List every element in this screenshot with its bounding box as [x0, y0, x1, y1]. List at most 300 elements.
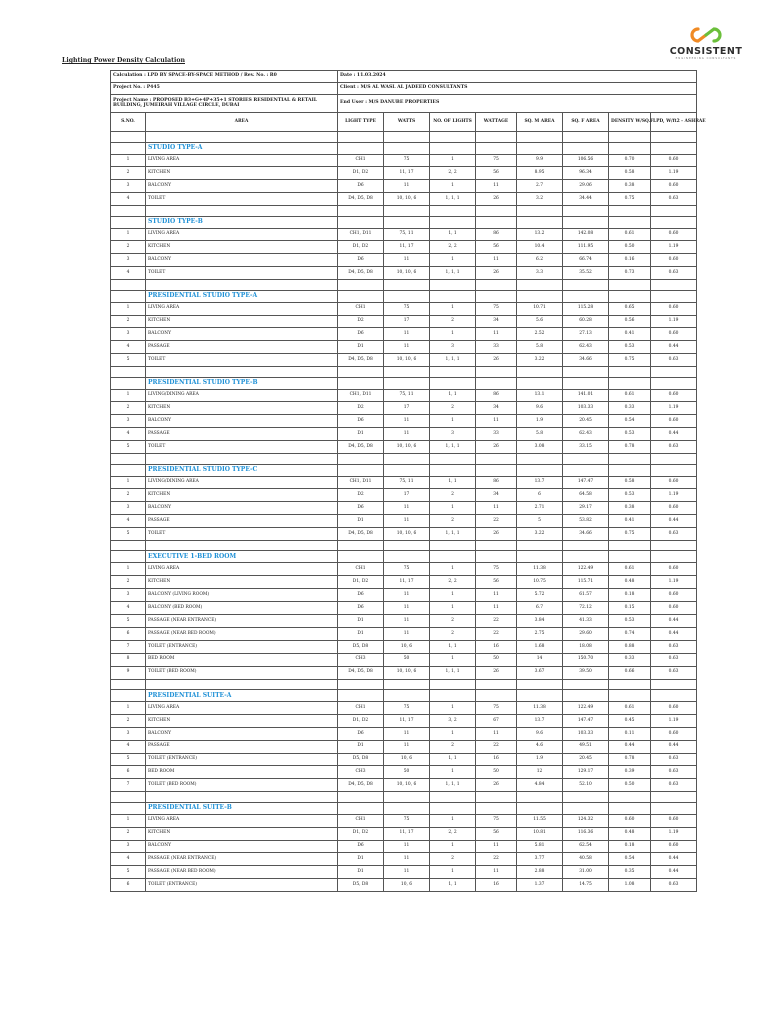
cell-sno: 4: [111, 267, 146, 280]
cell-sqm-area: 2.52: [517, 328, 563, 341]
cell-no-of-lights: 2, 2: [430, 241, 476, 254]
cell-density: 0.70: [609, 154, 651, 167]
cell-sqm-area: 6.2: [517, 254, 563, 267]
table-row: [111, 589, 697, 602]
cell-area: KITCHEN: [146, 827, 338, 840]
cell-density: 0.41: [609, 328, 651, 341]
table-row: [111, 714, 697, 727]
cell-lpd-ashrae: 0.44: [651, 866, 697, 879]
cell-area: TOILET (BED ROOM): [146, 666, 338, 679]
cell-sqf-area: 49.51: [563, 740, 609, 753]
cell-density: 0.54: [609, 415, 651, 428]
cell-lpd-ashrae: 0.60: [651, 502, 697, 515]
cell-light-type: CH1: [338, 702, 384, 715]
empty-cell: [476, 792, 517, 803]
cell-sno: 7: [111, 779, 146, 792]
table-row: [111, 328, 697, 341]
col-light-type: LIGHT TYPE: [338, 113, 384, 132]
table-row: [111, 640, 697, 653]
col-area: AREA: [146, 113, 338, 132]
cell-light-type: D1: [338, 341, 384, 354]
cell-no-of-lights: 1, 1: [430, 640, 476, 653]
table-row: [111, 602, 697, 615]
cell-lpd-ashrae: 0.60: [651, 589, 697, 602]
empty-cell: [111, 206, 146, 217]
cell-lpd-ashrae: 0.63: [651, 528, 697, 541]
section-header-row: [111, 142, 697, 154]
cell-light-type: D1: [338, 853, 384, 866]
empty-cell: [563, 377, 609, 389]
cell-no-of-lights: 1: [430, 563, 476, 576]
cell-sqf-area: 29.60: [563, 627, 609, 640]
empty-cell: [563, 280, 609, 291]
cell-area: BALCONY: [146, 180, 338, 193]
cell-wattage: 11: [476, 502, 517, 515]
cell-sqm-area: 3.77: [517, 853, 563, 866]
cell-density: 0.15: [609, 602, 651, 615]
cell-lpd-ashrae: 0.60: [651, 563, 697, 576]
empty-cell: [338, 802, 384, 814]
cell-wattage: 34: [476, 489, 517, 502]
empty-cell: [609, 551, 651, 563]
cell-area: PASSAGE: [146, 341, 338, 354]
empty-cell: [384, 290, 430, 302]
cell-sqm-area: 9.9: [517, 154, 563, 167]
empty-cell: [111, 216, 146, 228]
empty-cell: [476, 802, 517, 814]
cell-light-type: D1, D2: [338, 167, 384, 180]
cell-sqm-area: 5.6: [517, 315, 563, 328]
empty-cell: [384, 206, 430, 217]
cell-sno: 5: [111, 753, 146, 766]
section-title: STUDIO TYPE-A: [146, 142, 338, 154]
cell-sqf-area: 147.47: [563, 714, 609, 727]
cell-sqm-area: 3.22: [517, 354, 563, 367]
section-header-row: [111, 551, 697, 563]
empty-cell: [563, 551, 609, 563]
cell-sno: 4: [111, 341, 146, 354]
cell-lpd-ashrae: 0.44: [651, 515, 697, 528]
cell-wattage: 16: [476, 879, 517, 892]
empty-cell: [476, 679, 517, 690]
table-row: [111, 615, 697, 628]
cell-lpd-ashrae: 0.63: [651, 441, 697, 454]
cell-density: 1.08: [609, 879, 651, 892]
cell-wattage: 26: [476, 267, 517, 280]
cell-no-of-lights: 1, 1: [430, 228, 476, 241]
empty-cell: [430, 142, 476, 154]
cell-watts: 75: [384, 563, 430, 576]
empty-cell: [338, 690, 384, 702]
cell-no-of-lights: 1, 1: [430, 879, 476, 892]
cell-wattage: 75: [476, 154, 517, 167]
cell-sqm-area: 5: [517, 515, 563, 528]
cell-density: 0.78: [609, 753, 651, 766]
cell-density: 0.88: [609, 640, 651, 653]
empty-cell: [384, 142, 430, 154]
cell-light-type: CH1, D11: [338, 389, 384, 402]
header-row-project: [111, 83, 697, 95]
cell-wattage: 75: [476, 814, 517, 827]
cell-sqf-area: 72.12: [563, 602, 609, 615]
cell-sqm-area: 14: [517, 653, 563, 666]
cell-density: 0.41: [609, 515, 651, 528]
cell-sqf-area: 29.06: [563, 180, 609, 193]
cell-sqm-area: 6.7: [517, 602, 563, 615]
empty-cell: [111, 142, 146, 154]
cell-sno: 4: [111, 853, 146, 866]
section-title: PRESIDENTIAL STUDIO TYPE-C: [146, 464, 338, 476]
cell-sno: 3: [111, 502, 146, 515]
cell-watts: 11: [384, 589, 430, 602]
empty-cell: [517, 280, 563, 291]
cell-wattage: 11: [476, 866, 517, 879]
empty-cell: [476, 206, 517, 217]
col-sqm-area: SQ. M AREA: [517, 113, 563, 132]
empty-cell: [146, 540, 338, 551]
cell-sno: 2: [111, 315, 146, 328]
cell-sqm-area: 4.84: [517, 779, 563, 792]
empty-cell: [430, 802, 476, 814]
empty-cell: [609, 792, 651, 803]
cell-sqm-area: 6: [517, 489, 563, 502]
cell-light-type: D4, D5, D8: [338, 779, 384, 792]
cell-sqf-area: 35.52: [563, 267, 609, 280]
cell-wattage: 50: [476, 653, 517, 666]
empty-cell: [609, 132, 651, 143]
calculation-method: Calculation : LPD BY SPACE-BY-SPACE METHOD / Rev. No. : R0: [111, 71, 338, 83]
cell-sno: 3: [111, 254, 146, 267]
cell-density: 0.75: [609, 528, 651, 541]
table-row: [111, 167, 697, 180]
document-title: Lighting Power Density Calculation: [62, 57, 185, 64]
cell-light-type: D1, D2: [338, 576, 384, 589]
cell-watts: 11, 17: [384, 714, 430, 727]
empty-cell: [430, 540, 476, 551]
empty-cell: [111, 132, 146, 143]
cell-sqm-area: 10.4: [517, 241, 563, 254]
cell-density: 0.38: [609, 180, 651, 193]
empty-cell: [563, 802, 609, 814]
cell-watts: 10, 10, 6: [384, 267, 430, 280]
cell-sno: 3: [111, 589, 146, 602]
cell-sqf-area: 39.50: [563, 666, 609, 679]
cell-sqf-area: 103.33: [563, 402, 609, 415]
cell-lpd-ashrae: 0.44: [651, 740, 697, 753]
cell-no-of-lights: 1, 1, 1: [430, 666, 476, 679]
cell-light-type: D5, D8: [338, 640, 384, 653]
cell-no-of-lights: 3: [430, 428, 476, 441]
cell-watts: 75, 11: [384, 389, 430, 402]
empty-cell: [651, 206, 697, 217]
cell-lpd-ashrae: 0.63: [651, 753, 697, 766]
cell-sno: 9: [111, 666, 146, 679]
cell-lpd-ashrae: 0.63: [651, 879, 697, 892]
table-row: [111, 627, 697, 640]
cell-density: 0.11: [609, 727, 651, 740]
cell-watts: 11: [384, 502, 430, 515]
cell-lpd-ashrae: 0.44: [651, 341, 697, 354]
empty-cell: [609, 679, 651, 690]
empty-cell: [651, 216, 697, 228]
cell-density: 0.61: [609, 563, 651, 576]
company-logo: [664, 26, 748, 62]
cell-no-of-lights: 2, 2: [430, 827, 476, 840]
cell-watts: 11: [384, 602, 430, 615]
cell-wattage: 86: [476, 389, 517, 402]
empty-cell: [476, 290, 517, 302]
spacer-row: [111, 679, 697, 690]
empty-cell: [338, 679, 384, 690]
cell-no-of-lights: 1: [430, 840, 476, 853]
cell-lpd-ashrae: 0.60: [651, 389, 697, 402]
cell-light-type: D6: [338, 602, 384, 615]
table-row: [111, 389, 697, 402]
cell-no-of-lights: 1: [430, 254, 476, 267]
lpd-table: [110, 70, 706, 892]
cell-sno: 1: [111, 476, 146, 489]
cell-light-type: D4, D5, D8: [338, 193, 384, 206]
cell-sqm-area: 13.1: [517, 389, 563, 402]
cell-light-type: CH3: [338, 653, 384, 666]
cell-lpd-ashrae: 1.19: [651, 167, 697, 180]
empty-cell: [146, 454, 338, 465]
cell-lpd-ashrae: 0.60: [651, 476, 697, 489]
empty-cell: [146, 280, 338, 291]
empty-cell: [609, 802, 651, 814]
cell-area: PASSAGE: [146, 515, 338, 528]
empty-cell: [476, 551, 517, 563]
cell-lpd-ashrae: 0.60: [651, 602, 697, 615]
cell-density: 0.35: [609, 866, 651, 879]
cell-watts: 11, 17: [384, 241, 430, 254]
cell-light-type: D2: [338, 489, 384, 502]
cell-watts: 11: [384, 866, 430, 879]
empty-cell: [146, 792, 338, 803]
cell-sqf-area: 115.71: [563, 576, 609, 589]
empty-cell: [111, 792, 146, 803]
cell-area: LIVING AREA: [146, 563, 338, 576]
cell-area: LIVING/DINING AREA: [146, 476, 338, 489]
cell-sno: 2: [111, 714, 146, 727]
cell-area: LIVING/DINING AREA: [146, 389, 338, 402]
spacer-row: [111, 540, 697, 551]
cell-density: 0.33: [609, 653, 651, 666]
cell-light-type: D6: [338, 328, 384, 341]
cell-light-type: D6: [338, 502, 384, 515]
empty-cell: [651, 690, 697, 702]
cell-watts: 10, 6: [384, 640, 430, 653]
date: Date : 11.03.2024: [338, 71, 697, 83]
empty-cell: [146, 206, 338, 217]
cell-density: 0.48: [609, 827, 651, 840]
cell-no-of-lights: 1: [430, 302, 476, 315]
cell-lpd-ashrae: 0.60: [651, 228, 697, 241]
cell-lpd-ashrae: 0.60: [651, 154, 697, 167]
cell-density: 0.53: [609, 428, 651, 441]
cell-area: TOILET (ENTRANCE): [146, 753, 338, 766]
table-row: [111, 827, 697, 840]
table-row: [111, 866, 697, 879]
cell-area: PASSAGE (NEAR BED ROOM): [146, 627, 338, 640]
cell-density: 0.73: [609, 267, 651, 280]
cell-area: LIVING AREA: [146, 228, 338, 241]
empty-cell: [563, 792, 609, 803]
cell-watts: 11: [384, 341, 430, 354]
cell-light-type: D2: [338, 315, 384, 328]
cell-area: PASSAGE: [146, 428, 338, 441]
empty-cell: [338, 551, 384, 563]
cell-density: 0.61: [609, 389, 651, 402]
cell-light-type: CH1, D11: [338, 476, 384, 489]
cell-watts: 11: [384, 180, 430, 193]
cell-sqf-area: 40.58: [563, 853, 609, 866]
cell-density: 0.65: [609, 302, 651, 315]
empty-cell: [111, 679, 146, 690]
table-row: [111, 354, 697, 367]
empty-cell: [517, 142, 563, 154]
cell-area: LIVING AREA: [146, 814, 338, 827]
cell-light-type: D6: [338, 840, 384, 853]
empty-cell: [563, 464, 609, 476]
empty-cell: [476, 142, 517, 154]
cell-lpd-ashrae: 0.60: [651, 814, 697, 827]
cell-density: 0.53: [609, 615, 651, 628]
cell-lpd-ashrae: 0.60: [651, 702, 697, 715]
cell-sqf-area: 52.10: [563, 779, 609, 792]
cell-no-of-lights: 2: [430, 740, 476, 753]
cell-light-type: CH1: [338, 563, 384, 576]
cell-sqm-area: 10.75: [517, 576, 563, 589]
table-row: [111, 180, 697, 193]
cell-sqm-area: 5.72: [517, 589, 563, 602]
cell-area: BALCONY (LIVING ROOM): [146, 589, 338, 602]
cell-sqf-area: 141.01: [563, 389, 609, 402]
cell-sqf-area: 66.74: [563, 254, 609, 267]
table-row: [111, 666, 697, 679]
cell-area: TOILET (BED ROOM): [146, 779, 338, 792]
cell-sno: 3: [111, 727, 146, 740]
cell-no-of-lights: 3, 2: [430, 714, 476, 727]
cell-no-of-lights: 1: [430, 727, 476, 740]
cell-density: 0.53: [609, 341, 651, 354]
cell-area: BALCONY: [146, 502, 338, 515]
cell-sqm-area: 5.8: [517, 428, 563, 441]
cell-area: BALCONY: [146, 840, 338, 853]
empty-cell: [609, 216, 651, 228]
cell-wattage: 67: [476, 714, 517, 727]
empty-cell: [517, 464, 563, 476]
empty-cell: [111, 540, 146, 551]
section-title: PRESIDENTIAL STUDIO TYPE-A: [146, 290, 338, 302]
table-row: [111, 415, 697, 428]
cell-lpd-ashrae: 0.44: [651, 853, 697, 866]
empty-cell: [563, 679, 609, 690]
cell-no-of-lights: 2: [430, 402, 476, 415]
cell-lpd-ashrae: 0.63: [651, 354, 697, 367]
cell-light-type: D1: [338, 615, 384, 628]
cell-lpd-ashrae: 0.63: [651, 193, 697, 206]
section-header-row: [111, 216, 697, 228]
cell-density: 0.61: [609, 228, 651, 241]
cell-lpd-ashrae: 1.19: [651, 241, 697, 254]
empty-cell: [563, 142, 609, 154]
cell-sqf-area: 116.36: [563, 827, 609, 840]
cell-area: BALCONY: [146, 415, 338, 428]
cell-light-type: CH1, D11: [338, 228, 384, 241]
cell-wattage: 56: [476, 576, 517, 589]
cell-sqm-area: 3.84: [517, 615, 563, 628]
cell-light-type: D6: [338, 254, 384, 267]
cell-sno: 1: [111, 563, 146, 576]
cell-area: KITCHEN: [146, 167, 338, 180]
section-header-row: [111, 290, 697, 302]
table-row: [111, 840, 697, 853]
cell-sqm-area: 13.7: [517, 476, 563, 489]
empty-cell: [563, 454, 609, 465]
cell-sqm-area: 9.6: [517, 402, 563, 415]
empty-cell: [563, 206, 609, 217]
empty-cell: [476, 216, 517, 228]
table-row: [111, 702, 697, 715]
empty-cell: [384, 802, 430, 814]
cell-sqf-area: 29.17: [563, 502, 609, 515]
cell-area: KITCHEN: [146, 315, 338, 328]
cell-light-type: D1, D2: [338, 241, 384, 254]
empty-cell: [651, 792, 697, 803]
empty-cell: [430, 690, 476, 702]
cell-wattage: 11: [476, 415, 517, 428]
table-row: [111, 753, 697, 766]
cell-wattage: 86: [476, 476, 517, 489]
table-row: [111, 766, 697, 779]
cell-sqf-area: 122.49: [563, 702, 609, 715]
empty-cell: [563, 690, 609, 702]
table-body: [111, 71, 706, 892]
cell-sno: 2: [111, 489, 146, 502]
cell-wattage: 56: [476, 241, 517, 254]
table-row: [111, 853, 697, 866]
empty-cell: [651, 377, 697, 389]
empty-cell: [517, 454, 563, 465]
cell-watts: 11: [384, 853, 430, 866]
cell-lpd-ashrae: 0.63: [651, 666, 697, 679]
cell-sqm-area: 12: [517, 766, 563, 779]
cell-light-type: D4, D5, D8: [338, 441, 384, 454]
cell-lpd-ashrae: 0.63: [651, 640, 697, 653]
cell-sqm-area: 3.67: [517, 666, 563, 679]
table-row: [111, 814, 697, 827]
empty-cell: [609, 464, 651, 476]
empty-cell: [384, 132, 430, 143]
empty-cell: [338, 280, 384, 291]
cell-light-type: D6: [338, 415, 384, 428]
cell-watts: 75: [384, 702, 430, 715]
cell-watts: 17: [384, 402, 430, 415]
empty-cell: [430, 367, 476, 378]
cell-no-of-lights: 1: [430, 653, 476, 666]
empty-cell: [609, 540, 651, 551]
table-row: [111, 193, 697, 206]
empty-cell: [651, 464, 697, 476]
empty-cell: [517, 132, 563, 143]
cell-area: BED ROOM: [146, 653, 338, 666]
empty-cell: [517, 206, 563, 217]
cell-no-of-lights: 1: [430, 814, 476, 827]
logo-mark-icon: [686, 26, 726, 44]
cell-watts: 11, 17: [384, 167, 430, 180]
cell-sqf-area: 61.57: [563, 589, 609, 602]
